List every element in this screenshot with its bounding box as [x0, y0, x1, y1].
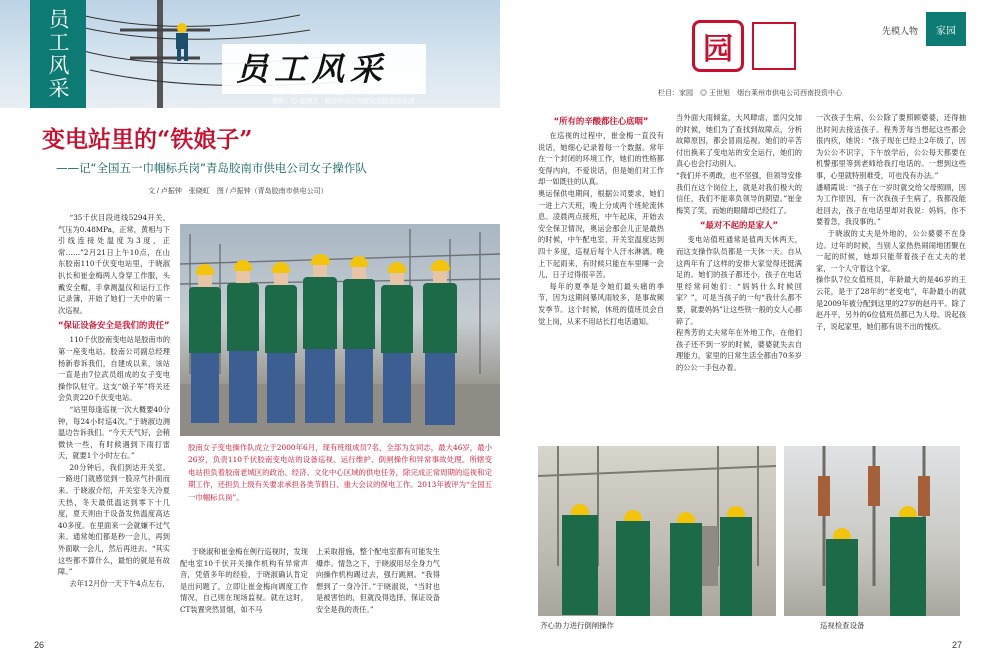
inspector — [824, 528, 860, 616]
byline: 文 / 卢振钟 张晓虹 图 / 卢振钟（青岛胶南市供电公司） — [148, 188, 328, 195]
seal-character: 园 — [703, 32, 733, 67]
right-column-1 — [538, 112, 664, 442]
helmet-icon — [311, 254, 330, 265]
subhead-hardship: “所有的辛酸都往心底咽” — [553, 116, 649, 126]
helmet-icon — [272, 262, 290, 273]
right-column-3 — [816, 112, 966, 442]
helmet-icon — [624, 510, 642, 521]
body-paragraph: 20分钟后，我们到达开关室。一路进门就感觉到一股凉气扑面而来。于晓淑介绍，开关室冬天冷夏天热，冬天最低温达到零下十几度，夏天则由于设备发热温度高达40多度。在里面来一会就嫌不过气来。通常她们都是秒一会儿，再到外面歇一会儿，然后再进去。“其实这些都不算什么，最怕的就是有故障。” — [58, 462, 170, 577]
page-number-left: 26 — [34, 640, 45, 650]
team-member — [186, 264, 224, 432]
helmet-icon — [571, 504, 589, 515]
operator — [668, 512, 704, 616]
right-column-2 — [676, 112, 802, 442]
subhead-family: “最对不起的是家人” — [699, 220, 778, 231]
calligraphy-title: 员工风采 — [236, 50, 389, 88]
subhead-responsibility: “保证设备安全是我们的责任” — [58, 320, 170, 331]
body-paragraph: 变电站值班通常是值两天休两天，而这支操作队员都是一天休一天。自从这两年有了这样的安排大家觉得还挺满足的。她们的孩子都还小，孩子在电话里经常问她们：“妈妈什么时候回家？”，可是当孩子的一句“我什么都不要，就要妈妈”让这些铁一般的女人心都碎了。 程秀芳的丈夫常年在外地工作，在他们孩子还不到一岁的时候，婆婆就失去自理能力，家里的日常生活全都由70多岁的公公一手包办着。 — [676, 235, 802, 372]
body-paragraph: 于晓淑的丈夫是外地的，公公婆婆不在身边。过年的时候，当别人家热热闹闹地团聚在一起的时候，她却只能带着孩子在丈夫的老家，一个人守着这个家。 操作队7位女值班员，年龄最大的是46岁的王云花，是于了28年的“老变电”，年龄最小的就是2009年被分配到这里的27岁的赵丹平。除了赵丹平，另外的6位值班员都已为人母。说起孩子，说起家里，她们都有说不出的愧疚。 — [816, 228, 966, 331]
team-info-text: 胶南女子变电操作队成立于2000年6月，现有班组成员7名，全部为女同志，最大46岁，最小26岁，负责110千伏胶南变电站的设备巡视、运行维护、倒闸操作和异常事故处理。所辖变电站担负着胶南老城区的政治、经济、文化中心区域的供电任务，除完成正常周期的巡视和定期工作，还担负上级有关要求承担各类节假日、重大会议的保电工作。2013年被评为“全国五一巾帼标兵岗”。 — [188, 443, 492, 502]
body-paragraph: 在巡视的过程中，崔金梅一直没有说话，她细心记录着每一个数据。常年在一个封闭的环境工作，她们的性格都变得内向，不爱说话，但是她们对工作却一如既往的认真。 奥运保供电期间，根据公司要求，她们一进上六天班，晚上分成两个班轮流休息。凌晨两点接班，中午起床，开始去安全保卫情况，奥运会那会儿正是最热的时候，中午配电室、开关室温度达到四十多度，巡视后每个人汗水淋漓。晚上下起雨来，有时候只能在车里睡一会儿，日子过得很辛苦。 — [538, 131, 664, 280]
operator — [560, 504, 600, 616]
credit-calligraphy: 书法：◎ 马存水 泰安肥城市供电公司家属委员会 — [272, 89, 415, 96]
team-member — [420, 260, 460, 432]
body-paragraph: 110千伏胶南变电站是胶南市的第一座变电站。胶南公司副总经理杨新春诉我们，自建成以来，该站一直是由7位武员组成的女子变电操作队驻守。这支“娘子军”将关还会负责220千伏变电站。 — [58, 335, 170, 403]
inspector — [888, 506, 928, 616]
operator — [718, 506, 754, 616]
team-member — [300, 254, 340, 432]
team-member — [340, 256, 378, 432]
helmet-icon — [899, 506, 917, 517]
left-column — [58, 212, 170, 632]
team-member — [224, 260, 262, 432]
seal-stamp-small — [752, 22, 796, 70]
header-section-tab — [926, 12, 966, 46]
caption-inspection: 巡视检查设备 — [820, 621, 865, 630]
helmet-icon — [350, 256, 368, 267]
equipment-inspection-photo — [784, 446, 960, 616]
page-number-right: 27 — [952, 640, 963, 650]
helmet-icon — [727, 506, 745, 517]
bottom-column-2 — [316, 546, 440, 630]
body-paragraph: 当外面大雨倾盆，大风肆虐，雷闪交加的时候，她们为了查找到故障点，分析故障原因，都会冒雨巡视。她们的辛苦付出换来了变电站的安全运行，她们的真心也会打动别人。 “我们并不勇敢，也不坚强，但领导安排我们在这个岗位上，就是对我们极大的信任，我们不能辜负领导的期望。”崔金梅笑了笑，而她的眼睛却已经红了。 — [676, 113, 802, 215]
body-paragraph: 每年的夏季是令她们最头痛的季节，因为这期间暴风雨较多，是事故频发季节。这个时候，休班的值班员会自觉上岗，从来不用站长打电话通知。 — [538, 281, 664, 326]
body-paragraph: “站里每逢巡视一次大概要40分钟，每24小时巡4次。”于晓淑边测温边告诉我们。“今天天气好，会稍微快一些，有时候遇到下雨打雷天，就要1个小时左右。” — [58, 404, 170, 461]
section-label-block — [30, 0, 86, 108]
body-paragraph: 上采取措施，整个配电室都有可能发生爆炸。情急之下，于晓淑用尽全身力气向操作机构踢过去，强行跳闸。“我得想到了一身冷汗。”于晓淑说，“当时也是被害怕的，但就没得选择，保证设备安全是我的责任。” — [316, 547, 440, 614]
intro-paragraph: “35千伏目段进线5294开关，气压为0.48MPa，正常，黄相与下引线连接处温度为3度，正常……”2月21日上午10点，在山东胶南110千伏变电站里，于晓淑扒长和崔金梅两人身穿工作服，头戴安全帽，手拿测温仪和运行工作记录簿，开始了她们一天中的第一次巡视。 — [58, 213, 170, 315]
helmet-icon — [234, 260, 252, 271]
subtitle: ——记“全国五一巾帼标兵岗”青岛胶南市供电公司女子操作队 — [56, 161, 367, 175]
seal-stamp — [692, 20, 744, 72]
helmet-icon — [677, 512, 695, 523]
caption-switching: 齐心协力进行倒闸操作 — [540, 621, 614, 630]
helmet-icon — [431, 260, 450, 271]
team-member — [262, 262, 300, 432]
headline: 变电站里的“铁娘子” — [42, 126, 253, 153]
team-info-box — [180, 436, 500, 540]
body-paragraph: 去年12月份一天下午4点左右， — [69, 578, 170, 588]
operator — [614, 510, 652, 616]
right-page — [500, 0, 1000, 667]
calligraphy-panel — [222, 44, 426, 94]
header-credits — [272, 88, 498, 106]
header-tag: 先模人物 — [882, 26, 919, 36]
body-paragraph: 一次孩子生病，公公除了要照顾婆婆，还得抽出时间去接送孩子。程秀芳每当想起这些都会很内疚，她说：“孩子现在已经上2年级了，因为公公不识字，下午放学后，公公每天都要在机警那里等到老师给我打电话的。一想到这些事，心里就特别难受，可也没有办法。” 潘晴霞说：“孩子在一岁时就交给父母照顾，因为工作原因，有一次我孩子生病了，我都没能赶回去，孩子在电话里却对我说：妈妈，你不要着急，我没事的。” — [816, 113, 966, 227]
credit-photo: 摄影：◎ 葛满义 临沂供电公司配电运检室综合部 — [272, 98, 415, 105]
team-group-photo — [180, 224, 500, 436]
helmet-icon — [196, 264, 214, 275]
body-paragraph: 于晓淑和崔金梅在例行巡视时，发现配电室10千伏开关操作机构有异常声音，凭借多年的经验，于晓淑确认肯定是出问题了，立即让崔金梅向调度工作情况，自己则在现场监视。就在这时，CT装置突然冒烟，如不马 — [180, 547, 308, 614]
switching-operation-photo — [538, 446, 776, 616]
helmet-icon — [833, 528, 851, 539]
editor-line: 栏目：家园 ◎ 王世旭 烟台莱州市供电公司西南投资中心 — [658, 90, 842, 97]
helmet-icon — [388, 262, 406, 273]
bottom-column-1 — [180, 546, 308, 630]
section-label: 员工风采 — [46, 8, 70, 100]
header-section-label: 家园 — [936, 25, 956, 37]
insulator-illustration — [784, 446, 960, 616]
team-member — [378, 262, 416, 432]
